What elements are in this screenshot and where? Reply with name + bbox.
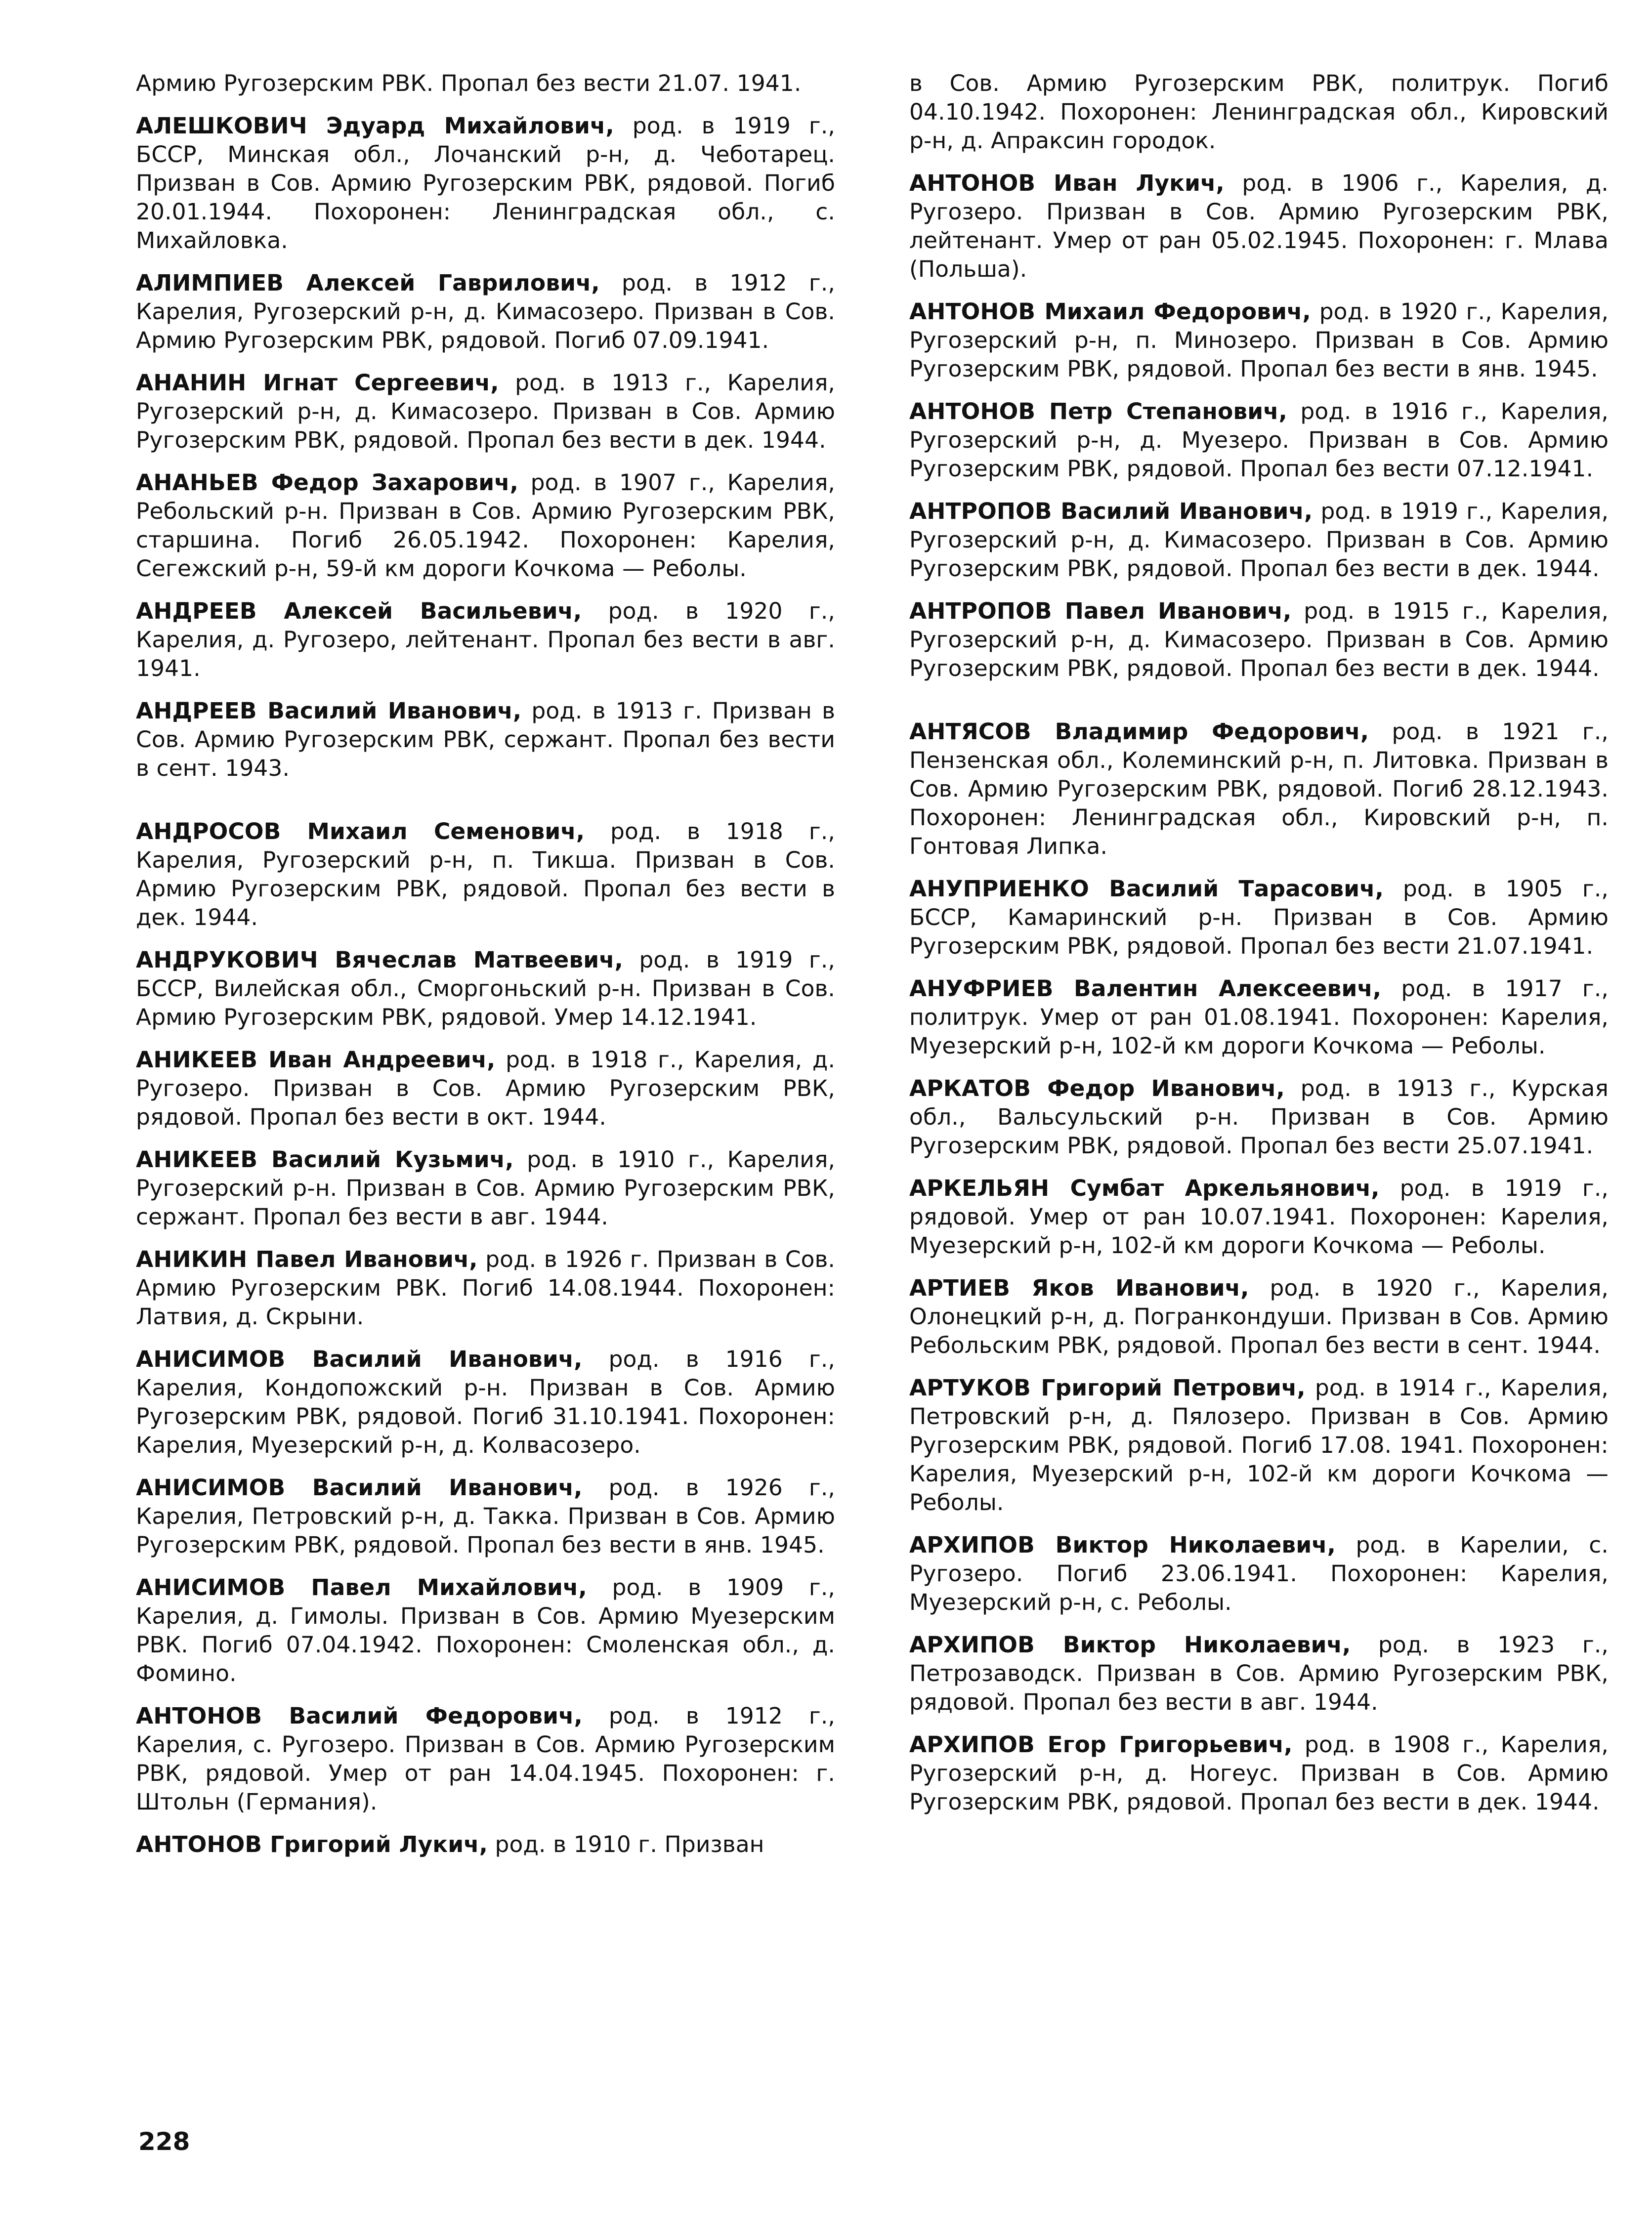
left-column — [136, 69, 835, 1873]
entry-name: АНИКЕЕВ Василий Кузьмич, — [136, 1146, 514, 1173]
entry-text: род. в 1913 г., Курская обл., Вальсульский р-н. Призван в Сов. Армию Ругозерским РВК, рядовой. Пропал без вести 25.07.1941. — [909, 1075, 1609, 1159]
entry-2 — [909, 297, 1609, 383]
entry-4 — [909, 497, 1609, 583]
entry-text: род. в 1915 г., Карелия, Ругозерский р-н, д. Кимасозеро. Призван в Сов. Армию Ругозерским РВК, рядовой. Пропал без вести в дек. 1944. — [909, 598, 1609, 681]
entry-name: АНТРОПОВ Павел Иванович, — [909, 598, 1292, 624]
entry-text: род. в 1912 г., Карелия, с. Ругозеро. Призван в Сов. Армию Ругозерским РВК, рядовой. Умер от ран 14.04.1945. Похоронен: г. Штольн (Германия). — [136, 1703, 835, 1815]
entry-13 — [909, 1531, 1609, 1617]
entry-10 — [909, 1174, 1609, 1260]
right-column — [909, 69, 1609, 1830]
entry-15 — [136, 1702, 835, 1816]
entry-name: АНТОНОВ Петр Степанович, — [909, 398, 1287, 424]
entry-text: род. в 1913 г., Карелия, Ругозерский р-н, д. Кимасозеро. Призван в Сов. Армию Ругозерским РВК, рядовой. Пропал без вести в дек. 1944. — [136, 370, 835, 453]
entry-name: АНТЯСОВ Владимир Федорович, — [909, 718, 1369, 745]
entry-text: род. в 1920 г., Карелия, Ругозерский р-н, п. Минозеро. Призван в Сов. Армию Ругозерским РВК, рядовой. Пропал без вести в янв. 1945. — [909, 298, 1609, 382]
entry-text: род. в 1919 г., рядовой. Умер от ран 10.07.1941. Похоронен: Карелия, Муезерский р-н, 102-й км дороги Кочкома — Реболы. — [909, 1175, 1609, 1259]
entry-name: АРХИПОВ Виктор Николаевич, — [909, 1632, 1351, 1658]
entry-14 — [136, 1573, 835, 1688]
entry-name: АРКЕЛЬЯН Сумбат Аркельянович, — [909, 1175, 1380, 1201]
entry-name: АРХИПОВ Егор Григорьевич, — [909, 1731, 1293, 1758]
entry-9 — [909, 1074, 1609, 1160]
entry-text: род. в 1919 г., БССР, Вилейская обл., Сморгоньский р-н. Призван в Сов. Армию Ругозерским РВК, рядовой. Умер 14.12.1941. — [136, 947, 835, 1030]
entry-text: род. в 1926 г., Карелия, Петровский р-н, д. Такка. Призван в Сов. Армию Ругозерским РВК, рядовой. Пропал без вести в янв. 1945. — [136, 1475, 835, 1558]
entry-name: АНАНЬЕВ Федор Захарович, — [136, 469, 518, 496]
entry-name: АНАНИН Игнат Сергеевич, — [136, 370, 499, 396]
entry-text: род. в 1913 г. Призван в Сов. Армию Ругозерским РВК, сержант. Пропал без вести в сент. 1943. — [136, 698, 835, 781]
entry-text: род. в 1921 г., Пензенская обл., Колеминский р-н, п. Литовка. Призван в Сов. Армию Ругозерским РВК, рядовой. Погиб 28.12.1943. Похоронен: Ленинградская обл., Кировский р-н, п. Гонтовая Липка. — [909, 718, 1609, 859]
entry-text: род. в 1910 г., Карелия, Ругозерский р-н. Призван в Сов. Армию Ругозерским РВК, сержант. Пропал без вести в авг. 1944. — [136, 1146, 836, 1230]
entry-text: род. в 1909 г., Карелия, д. Гимолы. Призван в Сов. Армию Муезерским РВК. Погиб 07.04.1942. Похоронен: Смоленская обл., д. Фомино. — [136, 1574, 835, 1686]
entry-text: род. в 1916 г., Карелия, Кондопожский р-н. Призван в Сов. Армию Ругозерским РВК, рядовой. Погиб 31.10.1941. Похоронен: Карелия, Муезерский р-н, д. Колвасозеро. — [136, 1346, 835, 1458]
entry-text: род. в 1907 г., Карелия, Ребольский р-н. Призван в Сов. Армию Ругозерским РВК, старшина. Погиб 26.05.1942. Похоронен: Карелия, Сегежский р-н, 59-й км дороги Кочкома — Реболы. — [136, 469, 835, 582]
entry-name: АНТОНОВ Василий Федорович, — [136, 1703, 583, 1729]
entry-name: АНДРУКОВИЧ Вячеслав Матвеевич, — [136, 947, 623, 973]
entry-name: АНДРЕЕВ Алексей Васильевич, — [136, 598, 582, 624]
entry-7 — [136, 817, 835, 932]
entry-1 — [136, 112, 835, 255]
entry-12 — [136, 1345, 835, 1460]
entry-text: род. в 1918 г., Карелия, д. Ругозеро. Призван в Сов. Армию Ругозерским РВК, рядовой. Пропал без вести в окт. 1944. — [136, 1047, 836, 1130]
entry-name: АЛИМПИЕВ Алексей Гаврилович, — [136, 270, 600, 296]
entry-3 — [136, 369, 835, 455]
entry-8 — [909, 974, 1609, 1060]
entry-text: род. в 1914 г., Карелия, Петровский р-н, д. Пялозеро. Призван в Сов. Армию Ругозерским РВК, рядовой. Погиб 17.08. 1941. Похоронен: Карелия, Муезерский р-н, 102-й км дороги Кочкома — Реболы. — [909, 1375, 1609, 1516]
entry-text: род. в 1916 г., Карелия, Ругозерский р-н, д. Муезеро. Призван в Сов. Армию Ругозерским РВК, рядовой. Пропал без вести 07.12.1941. — [909, 398, 1609, 482]
entry-1 — [909, 169, 1609, 284]
entry-name: АНТОНОВ Иван Лукич, — [909, 170, 1225, 196]
entry-8 — [136, 946, 835, 1032]
entry-name: АРТИЕВ Яков Иванович, — [909, 1275, 1249, 1301]
entry-11 — [909, 1274, 1609, 1360]
entry-name: АНДРЕЕВ Василий Иванович, — [136, 698, 522, 724]
entry-5 — [909, 597, 1609, 683]
entry-9 — [136, 1046, 835, 1132]
entry-4 — [136, 468, 835, 583]
entry-name: АНИКИН Павел Иванович, — [136, 1246, 478, 1272]
entry-name: АНУФРИЕВ Валентин Алексеевич, — [909, 975, 1382, 1002]
entry-7 — [909, 875, 1609, 961]
entry-6 — [136, 697, 835, 783]
entry-name: АНДРОСОВ Михаил Семенович, — [136, 818, 585, 844]
entry-12 — [909, 1374, 1609, 1517]
entry-text: род. в 1912 г., Карелия, Ругозерский р-н, д. Кимасозеро. Призван в Сов. Армию Ругозерским РВК, рядовой. Погиб 07.09.1941. — [136, 270, 835, 353]
entry-text: род. в Карелии, с. Ругозеро. Погиб 23.06.1941. Похоронен: Карелия, Муезерский р-н, с. Реболы. — [909, 1532, 1609, 1615]
entry-name: АНТОНОВ Михаил Федорович, — [909, 298, 1311, 325]
entry-text: род. в 1917 г., политрук. Умер от ран 01.08.1941. Похоронен: Карелия, Муезерский р-н, 102-й км дороги Кочкома — Реболы. — [909, 975, 1609, 1059]
entry-text: род. в 1920 г., Карелия, д. Ругозеро, лейтенант. Пропал без вести в авг. 1941. — [136, 598, 835, 681]
entry-text: род. в 1926 г. Призван в Сов. Армию Ругозерским РВК. Погиб 14.08.1944. Похоронен: Латвия, д. Скрыни. — [136, 1246, 835, 1330]
entry-name: АНТОНОВ Григорий Лукич, — [136, 1831, 488, 1857]
page-number: 228 — [138, 2127, 190, 2156]
entry-text: род. в 1918 г., Карелия, Ругозерский р-н, п. Тикша. Призван в Сов. Армию Ругозерским РВК, рядовой. Пропал без вести в дек. 1944. — [136, 818, 835, 930]
entry-name: АНУПРИЕНКО Василий Тарасович, — [909, 876, 1384, 902]
entry-name: АНТРОПОВ Василий Иванович, — [909, 498, 1313, 524]
entry-11 — [136, 1245, 835, 1331]
entry-2 — [136, 269, 835, 355]
entry-0 — [909, 69, 1609, 155]
entry-name: АРТУКОВ Григорий Петрович, — [909, 1375, 1306, 1401]
entry-6 — [909, 717, 1609, 861]
entry-3 — [909, 397, 1609, 483]
entry-text: Армию Ругозерским РВК. Пропал без вести 21.07. 1941. — [136, 70, 802, 96]
entry-name: АНИКЕЕВ Иван Андреевич, — [136, 1047, 496, 1073]
entry-10 — [136, 1145, 835, 1231]
entry-text: род. в 1906 г., Карелия, д. Ругозеро. Призван в Сов. Армию Ругозерским РВК, лейтенант. Умер от ран 05.02.1945. Похоронен: г. Млава (Польша). — [909, 170, 1609, 282]
entry-text: род. в 1923 г., Петрозаводск. Призван в Сов. Армию Ругозерским РВК, рядовой. Пропал без вести в авг. 1944. — [909, 1632, 1609, 1715]
entry-text: в Сов. Армию Ругозерским РВК, политрук. Погиб 04.10.1942. Похоронен: Ленинградская обл., Кировский р-н, д. Апраксин городок. — [909, 70, 1609, 154]
entry-text: род. в 1919 г., Карелия, Ругозерский р-н, д. Кимасозеро. Призван в Сов. Армию Ругозерским РВК, рядовой. Пропал без вести в дек. 1944. — [909, 498, 1609, 582]
entry-name: АНИСИМОВ Василий Иванович, — [136, 1346, 583, 1372]
entry-text: род. в 1920 г., Карелия, Олонецкий р-н, д. Погранкондуши. Призван в Сов. Армию Ребольским РВК, рядовой. Пропал без вести в сент. 1944. — [909, 1275, 1609, 1358]
entry-16 — [136, 1830, 835, 1859]
entry-14 — [909, 1631, 1609, 1717]
entry-name: АНИСИМОВ Павел Михайлович, — [136, 1574, 587, 1601]
entry-13 — [136, 1474, 835, 1559]
entry-name: АНИСИМОВ Василий Иванович, — [136, 1475, 583, 1501]
entry-text: род. в 1905 г., БССР, Камаринский р-н. Призван в Сов. Армию Ругозерским РВК, рядовой. Пропал без вести 21.07.1941. — [909, 876, 1609, 959]
entry-name: АРХИПОВ Виктор Николаевич, — [909, 1532, 1336, 1558]
entry-text: род. в 1908 г., Карелия, Ругозерский р-н, д. Ногеус. Призван в Сов. Армию Ругозерским РВК, рядовой. Пропал без вести в дек. 1944. — [909, 1731, 1609, 1815]
entry-text: род. в 1919 г., БССР, Минская обл., Лочанский р-н, д. Чеботарец. Призван в Сов. Армию Ругозерским РВК, рядовой. Погиб 20.01.1944. Похоронен: Ленинградская обл., с. Михайловка. — [136, 113, 835, 253]
entry-name: АЛЕШКОВИЧ Эдуард Михайлович, — [136, 113, 614, 139]
entry-text: род. в 1910 г. Призван — [487, 1831, 764, 1857]
entry-name: АРКАТОВ Федор Иванович, — [909, 1075, 1285, 1101]
entry-0 — [136, 69, 835, 98]
entry-15 — [909, 1730, 1609, 1816]
entry-5 — [136, 597, 835, 683]
